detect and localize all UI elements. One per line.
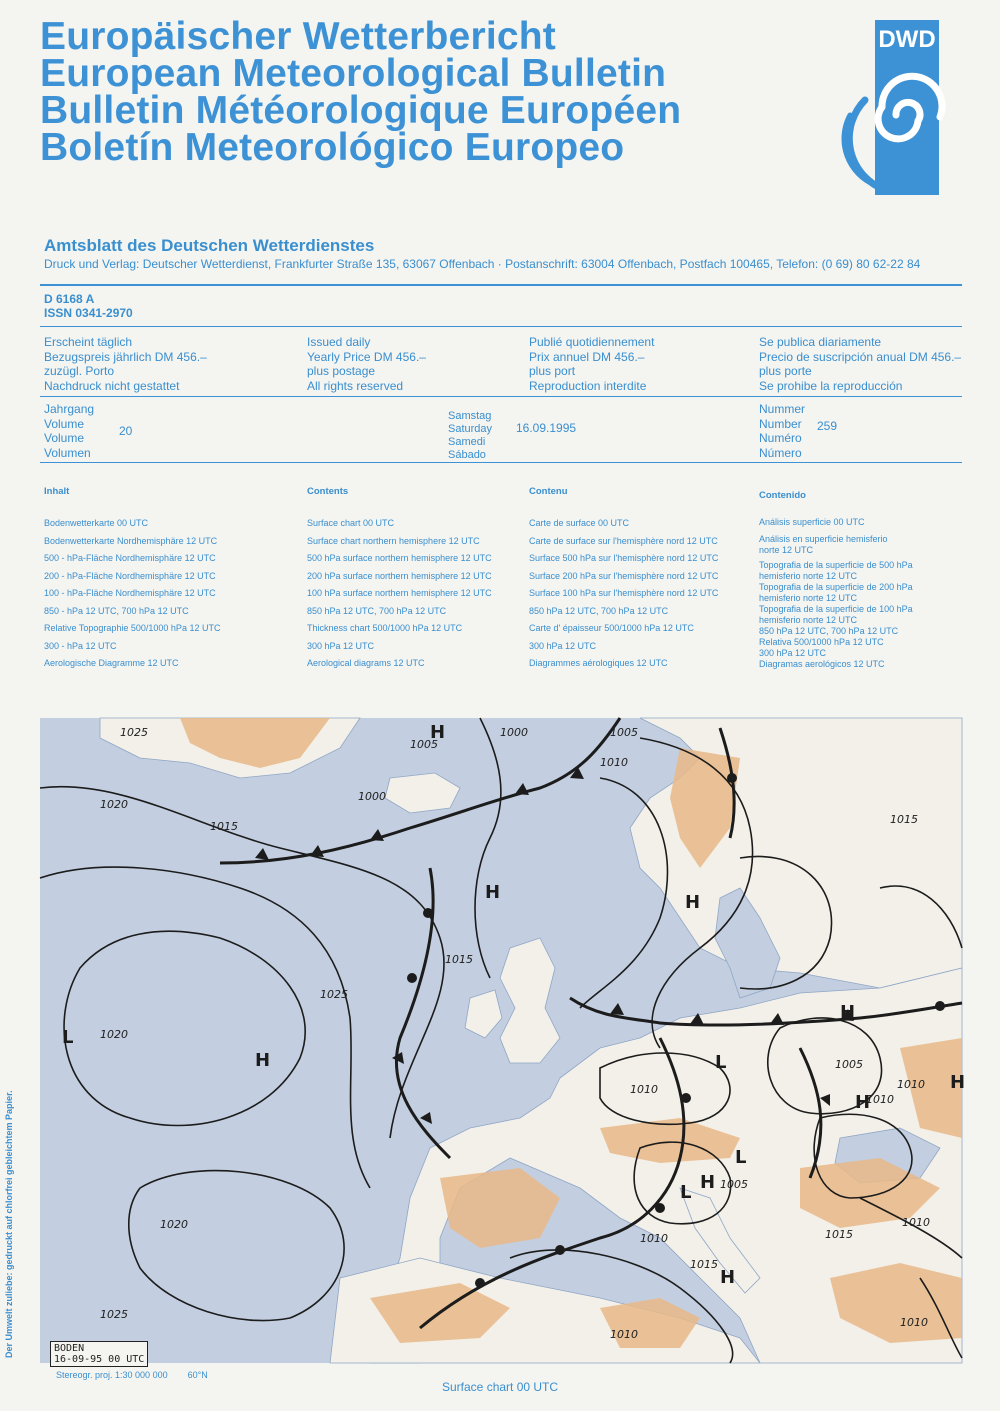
low-pressure-center: L xyxy=(680,1182,692,1203)
info-line: Erscheint täglich xyxy=(44,335,133,349)
isobar-label: 1015 xyxy=(825,1228,853,1241)
contents-item: 850 hPa 12 UTC, 700 hPa 12 UTC xyxy=(307,605,447,616)
title-english: European Meteorological Bulletin xyxy=(40,52,667,95)
isobar-label: 1000 xyxy=(358,790,386,803)
isobar-label: 1015 xyxy=(690,1258,718,1271)
isobar-label: 1005 xyxy=(410,738,438,751)
contents-item: hemisferio norte 12 UTC xyxy=(759,571,858,581)
low-pressure-center: L xyxy=(735,1147,747,1168)
info-line: Bezugspreis jährlich DM 456.– xyxy=(44,349,207,364)
high-pressure-center: H xyxy=(255,1050,271,1071)
surface-weather-map xyxy=(40,718,966,1363)
map-label-title: BODEN xyxy=(54,1343,85,1354)
info-line: Publié quotidiennement xyxy=(529,335,655,349)
environment-note: Der Umwelt zuliebe: gedruckt auf chlorfrei gebleichtem Papier. xyxy=(4,1090,14,1358)
isobar-label: 1010 xyxy=(640,1232,668,1245)
contents-item: Surface 200 hPa sur l'hemisphère nord 12 UTC xyxy=(529,570,719,581)
high-pressure-center: H xyxy=(685,892,701,913)
info-line: Precio de suscripción anual DM 456.– xyxy=(759,349,962,364)
contents-item: Análisis en superficie hemisferio xyxy=(759,534,888,544)
info-spanish xyxy=(759,335,961,393)
contents-item: 200 - hPa-Fläche Nordhemisphäre 12 UTC xyxy=(44,570,216,581)
day-labels xyxy=(448,410,492,462)
contents-item: 850 hPa 12 UTC, 700 hPa 12 UTC xyxy=(529,605,669,616)
contents-item: Topografia de la superficie de 500 hPa xyxy=(759,560,913,570)
title-german: Europäischer Wetterbericht xyxy=(40,15,556,58)
divider xyxy=(40,396,962,397)
isobar-label: 1015 xyxy=(890,813,918,826)
volume-value: 20 xyxy=(119,424,133,438)
contents-item: 850 hPa 12 UTC, 700 hPa 12 UTC xyxy=(759,626,899,636)
info-french xyxy=(529,335,654,393)
isobar-label: 1025 xyxy=(120,726,148,739)
contents-item: Carte de surface sur l'hemisphère nord 12 UTC xyxy=(529,535,718,546)
isobar-label: 1010 xyxy=(630,1083,658,1096)
info-line: Reproduction interdite xyxy=(529,378,647,393)
front-semicircle xyxy=(475,1278,485,1288)
day-label: Samstag xyxy=(448,410,492,422)
map-projection xyxy=(56,1370,208,1380)
isobar-label: 1010 xyxy=(902,1216,930,1229)
projection-text: Stereogr. proj. 1:30 000 000 xyxy=(56,1370,168,1380)
front-semicircle xyxy=(555,1245,565,1255)
front-semicircle xyxy=(935,1001,945,1011)
contents-head-german: Inhalt xyxy=(44,486,70,497)
contents-spanish xyxy=(759,517,913,670)
isobar-label: 1025 xyxy=(320,988,348,1001)
title-block xyxy=(40,15,682,169)
isobar-label: 1010 xyxy=(900,1316,928,1329)
official-gazette: Amtsblatt des Deutschen Wetterdienstes xyxy=(44,236,375,255)
high-pressure-center: H xyxy=(430,722,446,743)
contents-item: Bodenwetterkarte 00 UTC xyxy=(44,518,149,528)
contents-item: Bodenwetterkarte Nordhemisphäre 12 UTC xyxy=(44,535,218,546)
info-line: plus port xyxy=(529,364,576,378)
number-label: Nummer xyxy=(759,402,806,416)
title-french: Bulletin Météorologique Européen xyxy=(40,89,682,132)
contents-item: Surface chart northern hemisphere 12 UTC xyxy=(307,535,480,546)
info-line: Issued daily xyxy=(307,335,371,349)
number-labels xyxy=(759,402,805,460)
info-line: zuzügl. Porto xyxy=(44,364,115,378)
map-label-box xyxy=(50,1341,148,1367)
contents-item: 500 hPa surface northern hemisphere 12 UTC xyxy=(307,553,492,563)
contents-head-french: Contenu xyxy=(529,486,568,497)
contents-item: Topografia de la superficie de 200 hPa xyxy=(759,582,913,592)
high-pressure-center: H xyxy=(855,1092,871,1113)
low-pressure-center: L xyxy=(62,1027,74,1048)
contents-item: 100 hPa surface northern hemisphere 12 UTC xyxy=(307,588,492,598)
number-label: Numéro xyxy=(759,431,802,445)
front-semicircle xyxy=(407,973,417,983)
info-line: plus postage xyxy=(307,364,376,378)
day-label: Saturday xyxy=(448,423,493,435)
spiral-icon xyxy=(820,20,950,200)
contents-item: Surface 100 hPa sur l'hemisphère nord 12 UTC xyxy=(529,588,719,598)
contents-item: Aerologische Diagramme 12 UTC xyxy=(44,658,179,668)
contents-item: Relative Topographie 500/1000 hPa 12 UTC xyxy=(44,623,221,633)
front-semicircle xyxy=(423,908,433,918)
isobar-label: 1010 xyxy=(610,1328,638,1341)
isobar-label: 1010 xyxy=(600,756,628,769)
title-spanish: Boletín Meteorológico Europeo xyxy=(40,126,625,169)
map-canvas xyxy=(40,718,966,1363)
contents-item: Aerological diagrams 12 UTC xyxy=(307,658,425,668)
isobar-label: 1015 xyxy=(445,953,473,966)
contents-item: Carte d' épaisseur 500/1000 hPa 12 UTC xyxy=(529,623,694,633)
map-caption: Surface chart 00 UTC xyxy=(442,1380,559,1394)
high-pressure-center: H xyxy=(720,1267,736,1288)
info-line: Nachdruck nicht gestattet xyxy=(44,378,180,393)
high-pressure-center: H xyxy=(840,1002,856,1023)
contents-item: 500 - hPa-Fläche Nordhemisphäre 12 UTC xyxy=(44,553,216,563)
contents-german xyxy=(44,515,220,673)
volume-label: Volume xyxy=(44,416,85,431)
high-pressure-center: H xyxy=(485,882,501,903)
latitude-text: 60°N xyxy=(187,1370,208,1380)
info-german xyxy=(44,335,207,393)
contents-head-english: Contents xyxy=(307,486,349,497)
info-line: plus porte xyxy=(759,364,812,378)
volume-labels xyxy=(44,402,94,460)
isobar-label: 1015 xyxy=(210,820,238,833)
imprint-line: Druck und Verlag: Deutscher Wetterdienst, Frankfurter Straße 135, 63067 Offenbach · Postanschrift: 63004 Offenbach, Postfach 100465, Telefon: (0 69) 80 62-22 84 xyxy=(44,257,921,271)
dwd-logo xyxy=(820,20,950,200)
front-semicircle xyxy=(681,1093,691,1103)
contents-item: 100 - hPa-Fläche Nordhemisphäre 12 UTC xyxy=(44,588,216,598)
volume-label: Volumen xyxy=(44,445,91,460)
logo-text: DWD xyxy=(878,26,936,53)
contents-item: 850 - hPa 12 UTC, 700 hPa 12 UTC xyxy=(44,605,189,616)
contents-item: hemisferio norte 12 UTC xyxy=(759,593,858,603)
contents-item: Carte de surface 00 UTC xyxy=(529,518,630,528)
front-semicircle xyxy=(655,1203,665,1213)
info-line: Prix annuel DM 456.– xyxy=(529,349,645,364)
low-pressure-center: L xyxy=(715,1052,727,1073)
contents-french xyxy=(529,515,718,673)
info-line: Yearly Price DM 456.– xyxy=(307,349,426,364)
contents-item: Análisis superficie 00 UTC xyxy=(759,517,865,527)
day-label: Samedi xyxy=(448,436,486,448)
publication-code: D 6168 A xyxy=(44,292,95,306)
contents-item: 300 - hPa 12 UTC xyxy=(44,640,117,651)
day-label: Sábado xyxy=(448,449,486,461)
contents-head-spanish: Contenido xyxy=(759,490,806,501)
volume-label: Volume xyxy=(44,431,85,445)
info-line: Se publica diariamente xyxy=(759,335,882,349)
isobar-label: 1005 xyxy=(610,726,638,739)
front-semicircle xyxy=(727,773,737,783)
issue-number: 259 xyxy=(817,419,838,433)
contents-item: 300 hPa 12 UTC xyxy=(759,648,827,658)
contents-item: norte 12 UTC xyxy=(759,545,814,555)
map-label-datetime: 16-09-95 00 UTC xyxy=(54,1354,145,1365)
contents-item: Surface 500 hPa sur l'hemisphère nord 12 UTC xyxy=(529,553,719,563)
isobar-label: 1010 xyxy=(866,1093,894,1106)
isobar-label: 1025 xyxy=(100,1308,128,1321)
high-pressure-center: H xyxy=(700,1172,716,1193)
contents-item: Thickness chart 500/1000 hPa 12 UTC xyxy=(307,623,463,633)
contents-item: Diagramas aerológicos 12 UTC xyxy=(759,659,885,669)
contents-item: Diagrammes aérologiques 12 UTC xyxy=(529,658,668,668)
contents-item: 300 hPa 12 UTC xyxy=(307,640,375,651)
contents-english xyxy=(307,515,492,673)
isobar-label: 1000 xyxy=(500,726,528,739)
volume-label: Jahrgang xyxy=(44,402,95,416)
divider xyxy=(40,462,962,463)
contents-item: 300 hPa 12 UTC xyxy=(529,640,597,651)
high-pressure-center: H xyxy=(950,1072,966,1093)
issn: ISSN 0341-2970 xyxy=(44,306,133,320)
number-label: Number xyxy=(759,416,802,431)
contents-item: 200 hPa surface northern hemisphere 12 UTC xyxy=(307,570,492,581)
isobar-label: 1010 xyxy=(897,1078,925,1091)
contents-item: Surface chart 00 UTC xyxy=(307,518,395,528)
isobar-label: 1020 xyxy=(100,1028,128,1041)
contents-item: hemisferio norte 12 UTC xyxy=(759,615,858,625)
isobar-label: 1005 xyxy=(720,1178,748,1191)
issue-date: 16.09.1995 xyxy=(516,421,577,435)
contents-item: Topografia de la superficie de 100 hPa xyxy=(759,604,913,614)
isobar-label: 1020 xyxy=(160,1218,188,1231)
info-english xyxy=(307,335,426,393)
info-line: All rights reserved xyxy=(307,378,404,393)
isobar-label: 1020 xyxy=(100,798,128,811)
isobar-label: 1005 xyxy=(835,1058,863,1071)
number-label: Número xyxy=(759,445,802,460)
info-line: Se prohibe la reproducción xyxy=(759,378,903,393)
divider xyxy=(40,284,962,286)
divider xyxy=(40,326,962,327)
contents-item: Relativa 500/1000 hPa 12 UTC xyxy=(759,637,884,647)
